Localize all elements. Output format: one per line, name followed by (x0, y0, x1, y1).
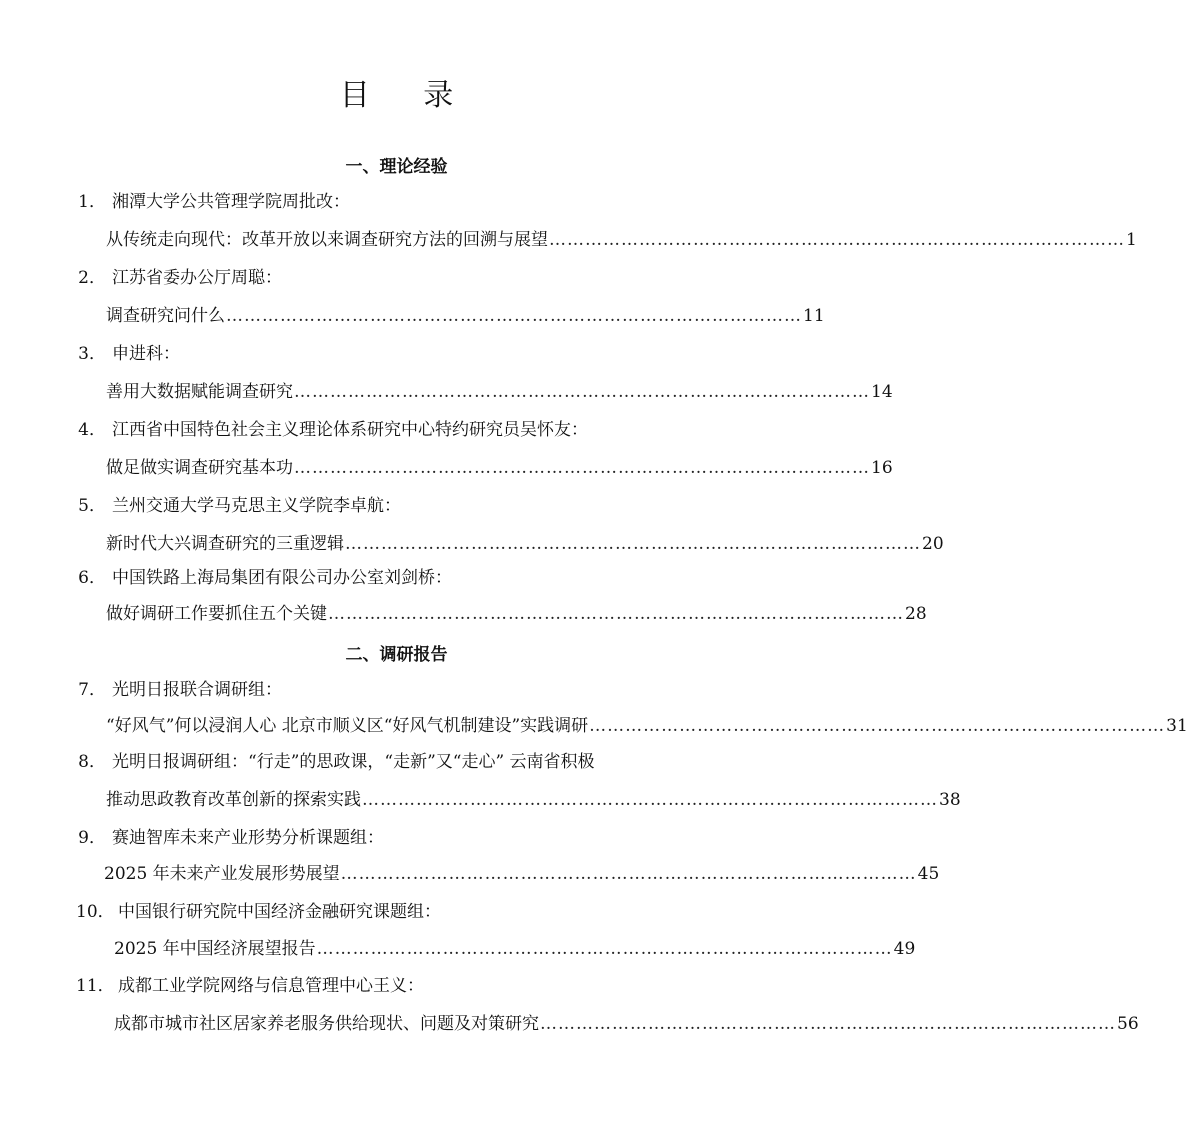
entry-title: 做好调研工作要抓住五个关键 (106, 604, 327, 624)
leader-dots: …………………………………………………………………………………… (540, 1014, 1116, 1034)
entry-page-number: 49 (893, 939, 916, 959)
entry-author: 江苏省委办公厅周聪： (112, 268, 282, 288)
entry-title: “好风气”何以浸润人心 北京市顺义区“好风气机制建设”实践调研 (106, 716, 589, 736)
entry-page-number: 11 (803, 306, 825, 326)
section-heading-theory: 一、理论经验 (345, 157, 448, 177)
entry-page-number: 45 (917, 864, 940, 884)
entry-title: 调查研究问什么 (106, 306, 225, 326)
entry-page-number: 16 (871, 458, 893, 478)
entry-number: 3． (78, 344, 106, 364)
entry-author: 兰州交通大学马克思主义学院李卓航： (112, 496, 401, 516)
entry-number: 6． (78, 568, 106, 588)
entry-title: 从传统走向现代：改革开放以来调查研究方法的回溯与展望 (106, 230, 548, 250)
entry-number: 5． (78, 496, 106, 516)
leader-dots: …………………………………………………………………………………… (226, 306, 802, 326)
entry-title: 成都市城市社区居家养老服务供给现状、问题及对策研究 (114, 1014, 539, 1034)
entry-author: 赛迪智库未来产业形势分析课题组： (112, 828, 384, 848)
leader-dots: …………………………………………………………………………………… (362, 790, 938, 810)
entry-author: 申进科： (112, 344, 180, 364)
entry-author: 湘潭大学公共管理学院周批改： (112, 192, 350, 212)
entry-page-number: 14 (871, 382, 893, 402)
entry-author: 中国银行研究院中国经济金融研究课题组： (118, 902, 441, 922)
entry-author: 成都工业学院网络与信息管理中心王义： (118, 976, 424, 996)
leader-dots: …………………………………………………………………………………… (316, 939, 893, 959)
entry-page-number: 38 (939, 790, 961, 810)
entry-number: 9． (78, 828, 106, 848)
entry-page-number: 28 (905, 604, 927, 624)
entry-number: 11． (76, 976, 115, 996)
entry-number: 1． (78, 192, 106, 212)
entry-number: 10． (76, 902, 115, 922)
leader-dots: …………………………………………………………………………………… (549, 230, 1125, 250)
entry-author: 中国铁路上海局集团有限公司办公室刘剑桥： (112, 568, 452, 588)
entry-title: 2025 年未来产业发展形势展望 (104, 864, 340, 884)
entry-author: 光明日报调研组：“行走”的思政课，“走新”又“走心” 云南省积极 (112, 752, 595, 772)
entry-title: 善用大数据赋能调查研究 (106, 382, 293, 402)
leader-dots: …………………………………………………………………………………… (328, 604, 904, 624)
entry-number: 4． (78, 420, 106, 440)
entry-author: 江西省中国特色社会主义理论体系研究中心特约研究员吴怀友： (112, 420, 588, 440)
entry-page-number: 1 (1126, 230, 1137, 250)
leader-dots: …………………………………………………………………………………… (294, 382, 870, 402)
entry-author: 光明日报联合调研组： (112, 680, 282, 700)
leader-dots: …………………………………………………………………………………… (294, 458, 870, 478)
leader-dots: …………………………………………………………………………………… (589, 716, 1166, 736)
page-title: 目 录 (339, 78, 476, 113)
leader-dots: …………………………………………………………………………………… (345, 534, 921, 554)
entry-title: 2025 年中国经济展望报告 (114, 939, 316, 959)
leader-dots: …………………………………………………………………………………… (340, 864, 917, 884)
entry-title: 推动思政教育改革创新的探索实践 (106, 790, 361, 810)
entry-page-number: 20 (922, 534, 944, 554)
entry-title: 做足做实调查研究基本功 (106, 458, 293, 478)
entry-number: 7． (78, 680, 106, 700)
entry-page-number: 56 (1117, 1014, 1139, 1034)
section-heading-reports: 二、调研报告 (345, 645, 448, 665)
entry-title: 新时代大兴调查研究的三重逻辑 (106, 534, 344, 554)
entry-number: 2． (78, 268, 106, 288)
entry-number: 8． (78, 752, 106, 772)
entry-page-number: 31 (1166, 716, 1188, 736)
